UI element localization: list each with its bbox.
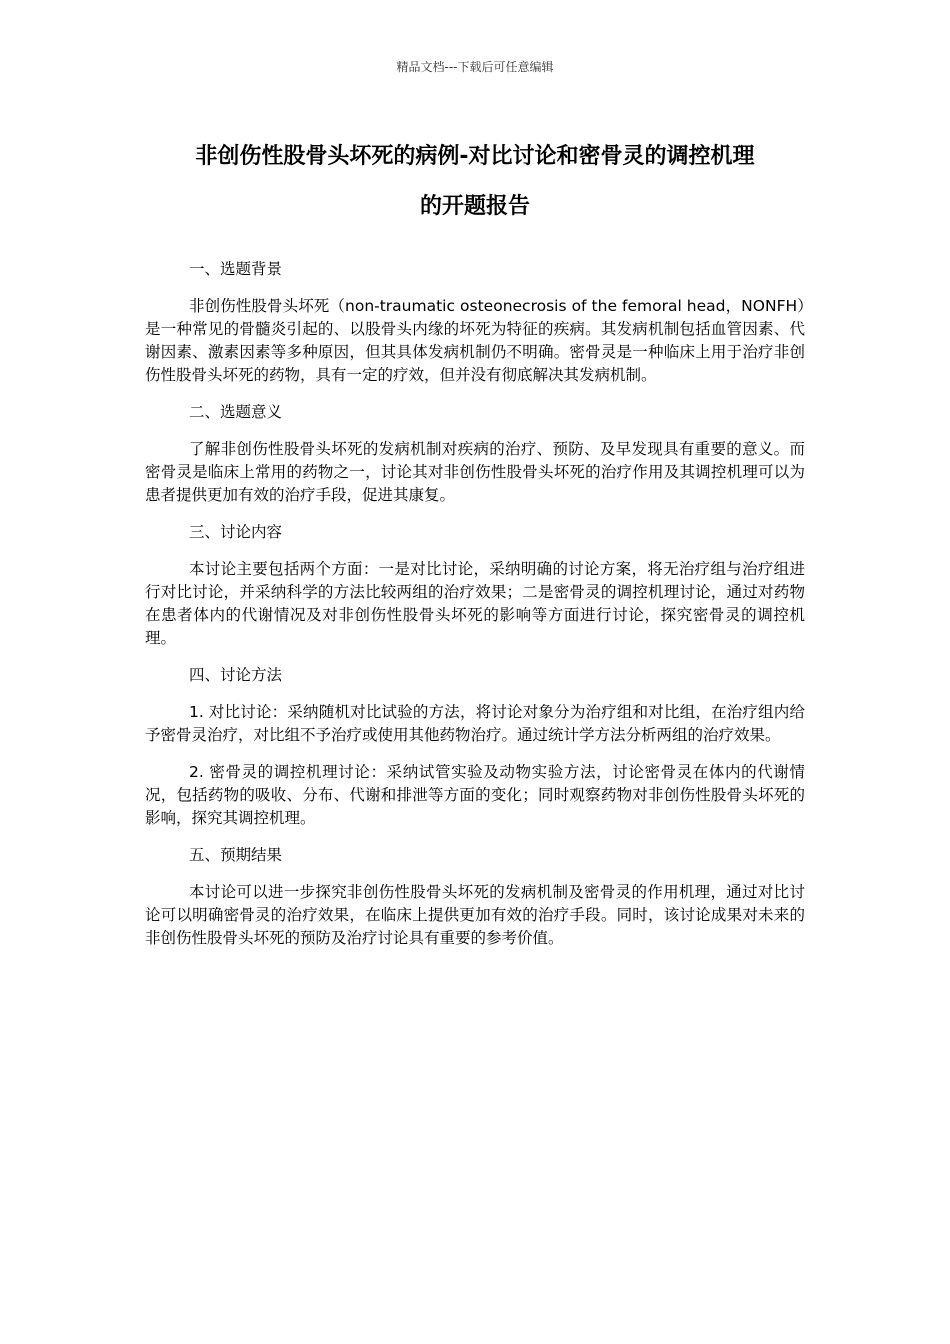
document-title [140, 132, 810, 232]
paragraph-significance: 了解非创伤性股骨头坏死的发病机制对疾病的治疗、预防、及早发现具有重要的意义。而密骨灵是临床上常用的药物之一，讨论其对非创伤性股骨头坏死的治疗作用及其调控机理可以为患者提供更加有效的治疗手段，促进其康复。 [145, 440, 805, 504]
paragraph-method-2: 2. 密骨灵的调控机理讨论：采纳试管实验及动物实验方法，讨论密骨灵在体内的代谢情况，包括药物的吸收、分布、代谢和排泄等方面的变化；同时观察药物对非创伤性股骨头坏死的影响，探究其调控机理。 [145, 763, 805, 827]
title-line-2: 的开题报告 [419, 194, 530, 219]
section-heading-significance: 二、选题意义 [189, 403, 283, 421]
section-heading-expected-results: 五、预期结果 [189, 846, 283, 864]
document-body [145, 258, 805, 964]
paragraph-method-1: 1. 对比讨论：采纳随机对比试验的方法，将讨论对象分为治疗组和对比组，在治疗组内给予密骨灵治疗，对比组不予治疗或使用其他药物治疗。通过统计学方法分析两组的治疗效果。 [145, 703, 805, 744]
paragraph-content: 本讨论主要包括两个方面：一是对比讨论，采纳明确的讨论方案，将无治疗组与治疗组进行对比讨论，并采纳科学的方法比较两组的治疗效果；二是密骨灵的调控机理讨论，通过对药物在患者体内的代谢情况及对非创伤性股骨头坏死的影响等方面进行讨论，探究密骨灵的调控机理。 [145, 560, 805, 647]
paragraph-expected-results: 本讨论可以进一步探究非创伤性股骨头坏死的发病机制及密骨灵的作用机理，通过对比讨论可以明确密骨灵的治疗效果，在临床上提供更加有效的治疗手段。同时，该讨论成果对未来的非创伤性股骨头坏死的预防及治疗讨论具有重要的参考价值。 [145, 883, 805, 947]
section-heading-content: 三、讨论内容 [189, 523, 283, 541]
header-note: 精品文档---下载后可任意编辑 [396, 60, 554, 74]
section-heading-background: 一、选题背景 [189, 260, 283, 278]
paragraph-background: 非创伤性股骨头坏死（non-traumatic osteonecrosis of the femoral head，NONFH）是一种常见的骨髓炎引起的、以股骨头内缘的坏死为特征的疾病。其发病机制包括血管因素、代谢因素、激素因素等多种原因，但其具体发病机制仍不明确。密骨灵是一种临床上用于治疗非创伤性股骨头坏死的药物，具有一定的疗效，但并没有彻底解决其发病机制。 [145, 297, 805, 384]
section-heading-methods: 四、讨论方法 [189, 666, 283, 684]
title-line-1: 非创伤性股骨头坏死的病例-对比讨论和密骨灵的调控机理 [195, 144, 755, 169]
